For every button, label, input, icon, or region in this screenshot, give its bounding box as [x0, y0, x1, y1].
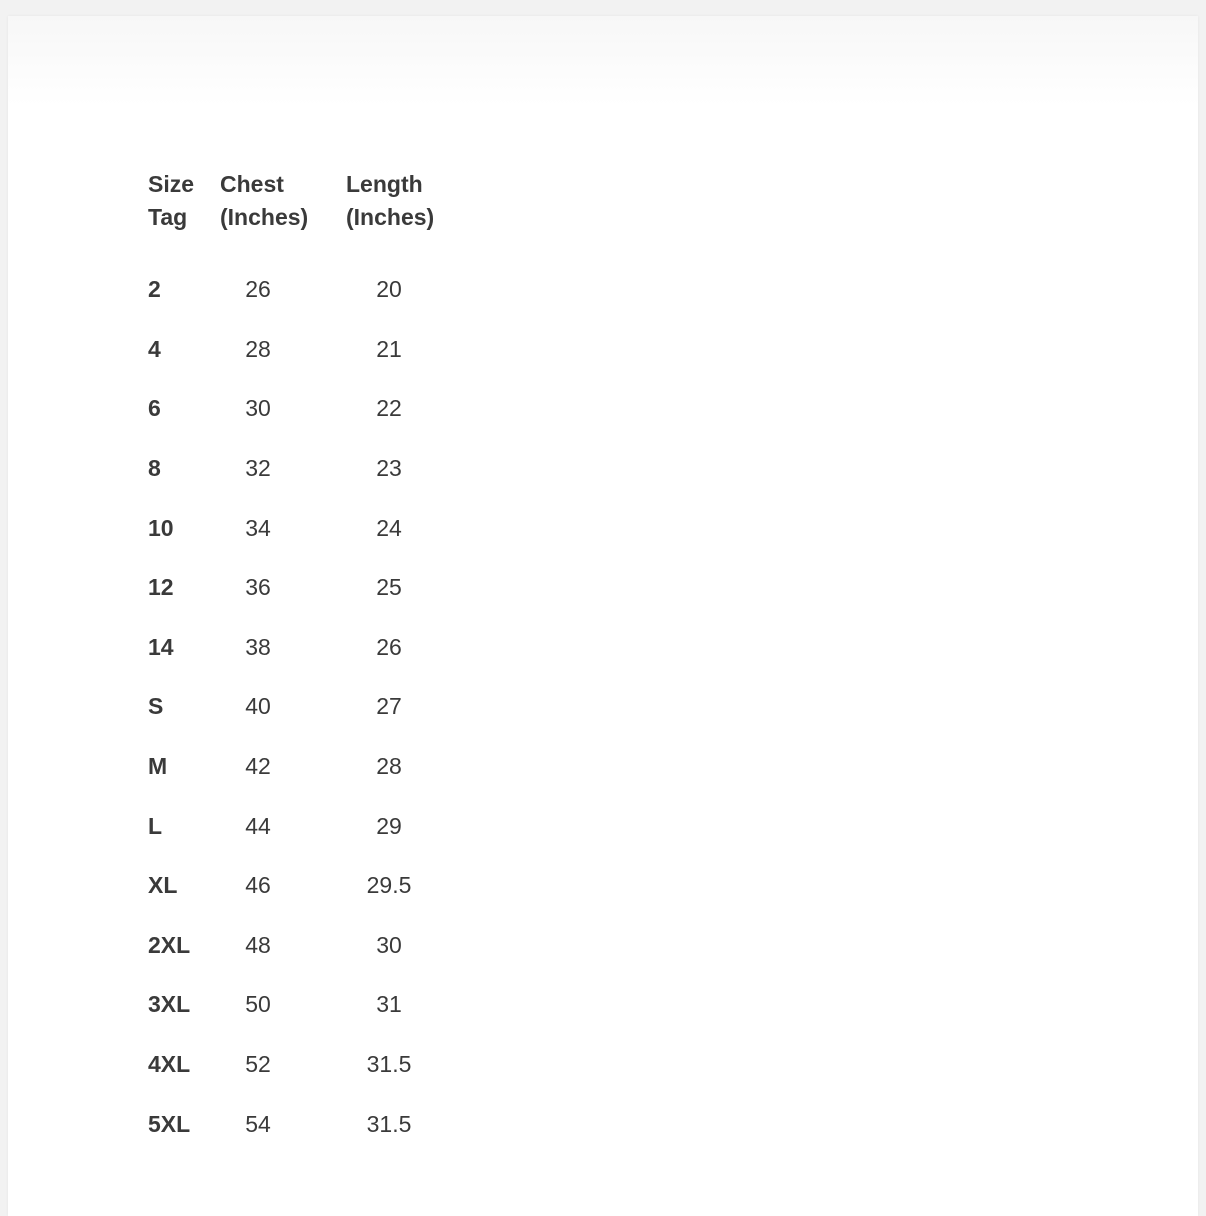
length-cell: 23: [376, 455, 402, 482]
chest-cell: 40: [245, 693, 271, 720]
chest-cell: 44: [245, 812, 271, 839]
size-cell: 4XL: [148, 1051, 191, 1078]
size-cell: XL: [148, 872, 178, 899]
header-length-line2: (Inches): [346, 204, 435, 230]
chest-cell: 32: [245, 455, 271, 482]
size-cell: 6: [148, 395, 161, 422]
length-cell: 21: [376, 335, 402, 362]
length-cell: 31.5: [366, 1051, 412, 1078]
chest-cell: 28: [245, 335, 271, 362]
header-length-line1: Length: [346, 171, 423, 197]
table-body: [148, 260, 446, 1154]
size-cell: 8: [148, 455, 161, 482]
table-header-row: [148, 168, 446, 260]
length-cell: 29.5: [366, 872, 412, 899]
length-cell: 26: [376, 633, 402, 660]
chest-cell: 34: [245, 514, 271, 541]
size-chart-table: [148, 168, 446, 1154]
table-row: [148, 260, 446, 320]
size-cell: 10: [148, 514, 174, 541]
table-row: [148, 498, 446, 558]
size-chart-card: [8, 16, 1198, 1216]
table-row: [148, 558, 446, 618]
length-cell: 31: [376, 991, 402, 1018]
chest-cell: 52: [245, 1051, 271, 1078]
table-row: [148, 320, 446, 380]
length-cell: 31.5: [366, 1110, 412, 1137]
length-cell: 27: [376, 693, 402, 720]
length-cell: 25: [376, 574, 402, 601]
chest-cell: 46: [245, 872, 271, 899]
table-row: [148, 737, 446, 797]
size-cell: 3XL: [148, 991, 191, 1018]
table-row: [148, 796, 446, 856]
table-row: [148, 379, 446, 439]
chest-cell: 36: [245, 574, 271, 601]
length-cell: 30: [376, 931, 402, 958]
size-cell: 2: [148, 276, 161, 303]
size-cell: L: [148, 812, 163, 839]
header-chest-line1: Chest: [220, 171, 284, 197]
chest-cell: 50: [245, 991, 271, 1018]
chest-cell: 42: [245, 753, 271, 780]
table-row: [148, 916, 446, 976]
header-length: [346, 168, 446, 260]
length-cell: 29: [376, 812, 402, 839]
table-row: [148, 1094, 446, 1154]
table-row: [148, 975, 446, 1035]
size-cell: 5XL: [148, 1110, 191, 1137]
table-row: [148, 618, 446, 678]
length-cell: 22: [376, 395, 402, 422]
length-cell: 20: [376, 276, 402, 303]
chest-cell: 26: [245, 276, 271, 303]
size-cell: 2XL: [148, 931, 191, 958]
size-cell: S: [148, 693, 164, 720]
table-row: [148, 677, 446, 737]
length-cell: 28: [376, 753, 402, 780]
header-size-tag: [148, 168, 220, 260]
size-cell: 14: [148, 633, 174, 660]
size-cell: 4: [148, 335, 161, 362]
header-chest-line2: (Inches): [220, 204, 309, 230]
chest-cell: 38: [245, 633, 271, 660]
table-row: [148, 856, 446, 916]
chest-cell: 48: [245, 931, 271, 958]
header-chest: [220, 168, 346, 260]
table-row: [148, 439, 446, 499]
chest-cell: 30: [245, 395, 271, 422]
size-cell: 12: [148, 574, 174, 601]
length-cell: 24: [376, 514, 402, 541]
table-row: [148, 1035, 446, 1095]
size-cell: M: [148, 753, 168, 780]
card-header-shadow: [8, 16, 1198, 106]
header-size-line2: Tag: [148, 204, 188, 230]
header-size-line1: Size: [148, 171, 195, 197]
chest-cell: 54: [245, 1110, 271, 1137]
